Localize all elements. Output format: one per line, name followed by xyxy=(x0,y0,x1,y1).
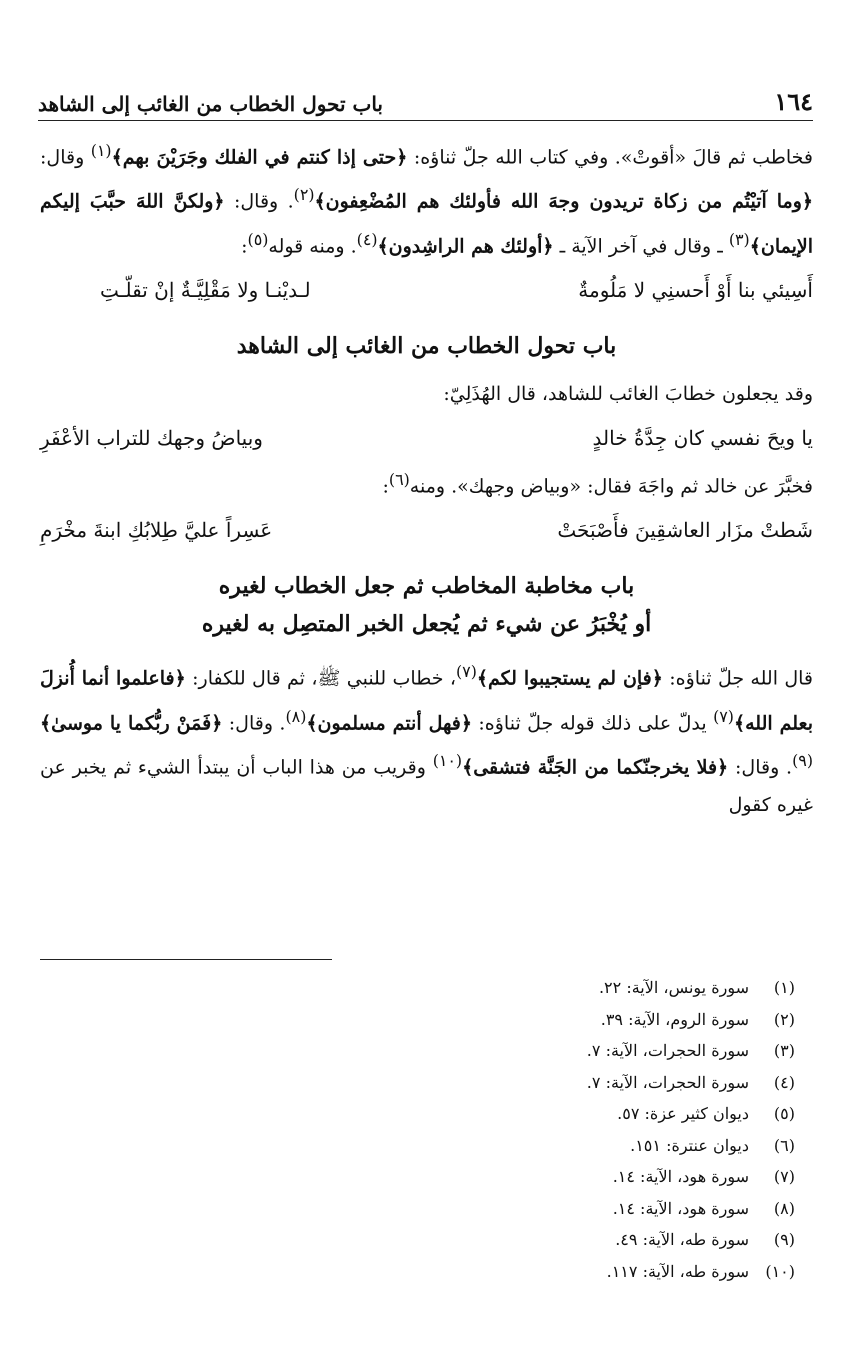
footnote-ref: (٥) xyxy=(247,229,269,249)
quran-quote: ﴿فإن لم يستجيبوا لكم﴾ xyxy=(476,667,663,690)
section-title-1: باب تحول الخطاب من الغائب إلى الشاهد xyxy=(236,332,617,359)
main-text xyxy=(40,132,813,824)
footnote-item: (٧) سورة هود، الآية: ١٤. xyxy=(612,1167,795,1186)
page-number: ١٦٤ xyxy=(774,87,813,116)
footnote-item: (٦) ديوان عنترة: ١٥١. xyxy=(630,1135,795,1155)
footnotes xyxy=(475,972,795,1287)
footnote-ref: (٨) xyxy=(285,706,307,726)
footnote-item: (١) سورة يونس، الآية: ٢٢. xyxy=(598,978,795,997)
poem-verse-2 xyxy=(40,413,813,461)
verse-second-hemistich: وبياضُ وجهك للتراب الأعْفَرِ xyxy=(40,425,263,450)
footnote-ref: (٦) xyxy=(388,469,410,489)
running-header xyxy=(38,82,813,121)
footnote-item: (٩) سورة طه، الآية: ٤٩. xyxy=(615,1230,795,1249)
section-title-line-2: أو يُخْبَرُ عن شيء ثم يُجعل الخبر المتصِل به لغيره xyxy=(201,611,652,638)
verse-first-hemistich: يا ويحَ نفسي كان جِدَّةُ خالدٍ xyxy=(592,425,813,450)
footnote-item: (٢) سورة الروم، الآية: ٣٩. xyxy=(600,1009,795,1029)
paragraph-1: فخاطب ثم قالَ «أقوتْ». وفي كتاب الله جلّ ثناؤه: ﴿حتى إذا كنتم في الفلك وجَرَيْنَ بهم﴾$^{(١)}$ وقال: ﴿وما آتيْتُم من زكاة تريدون وجهَ الله فأولئك هم المُضْعِفون﴾$^{(٢)}$. وقال: ﴿ولكنَّ اللهَ حبَّبَ إليكم الإيمان﴾$^{(٣)}$ ـ وقال في آخر الآية ـ ﴿أولئك هم الراشِدون﴾$^{(٤)}$. ومنه قوله$^{(٥)}$: xyxy=(40,141,814,257)
paragraph-3: فخبَّرَ عن خالد ثم واجَهَ فقال: «وبياض وجهك». ومنه$^{(٦)}$: xyxy=(382,469,813,498)
quran-quote: ﴿وما آتيْتُم من زكاة تريدون وجهَ الله فأولئك هم المُضْعِفون﴾ xyxy=(314,190,814,213)
footnote-item: (٥) ديوان كثير عزة: ٥٧. xyxy=(617,1104,795,1123)
verse-second-hemistich: عَسِراً عليَّ طِلابُكِ ابنةَ مخْرَمِ xyxy=(40,518,273,543)
quran-quote: ﴿فاعلموا أنما أُنزلَ بعلم الله﴾ xyxy=(40,667,814,734)
footnote-item: (٣) سورة الحجرات، الآية: ٧. xyxy=(586,1041,795,1060)
quran-quote: ﴿فهل أنتم مسلمون﴾ xyxy=(306,711,472,734)
paragraph-2: وقد يجعلون خطابَ الغائب للشاهد، قال الهُذَلِيّ: xyxy=(443,382,813,405)
section-title-line-1: باب مخاطبة المخاطب ثم جعل الخطاب لغيره xyxy=(218,573,635,600)
quran-quote: ﴿ولكنَّ اللهَ حبَّبَ إليكم الإيمان﴾ xyxy=(40,190,813,257)
poem-verse-1 xyxy=(40,265,813,313)
footnote-ref: (٩) xyxy=(792,750,813,770)
footnote-ref: (٢) xyxy=(293,185,315,205)
quran-quote: ﴿فَمَنْ ربُّكما يا موسىٰ﴾ xyxy=(40,711,223,734)
footnote-ref: (٤) xyxy=(356,229,378,249)
quran-quote: ﴿أولئك هم الراشِدون﴾ xyxy=(377,234,554,257)
footnote-divider xyxy=(40,959,332,960)
footnote-item: (١٠) سورة طه، الآية: ١١٧. xyxy=(606,1261,795,1281)
paragraph-4: قال الله جلّ ثناؤه: ﴿فإن لم يستجيبوا لكم﴾$^{(٧)}$، خطاب للنبي ﷺ، ثم قال للكفار: ﴿فاعلموا أنما أُنزلَ بعلم الله﴾$^{(٧)}$ يدلّ على ذلك قوله جلّ ثناؤه: ﴿فهل أنتم مسلمون﴾$^{(٨)}$. وقال: ﴿فَمَنْ ربُّكما يا موسىٰ﴾$^{(٩)}$. وقال: ﴿فلا يخرجنّكما من الجَنَّة فتشقى﴾$^{(١٠)}$ وقريب من هذا الباب أن يبتدأ الشيء ثم يخبر عن غيره كقول xyxy=(40,662,814,817)
footnote-ref: (٧) xyxy=(713,706,734,726)
footnote-ref: (٧) xyxy=(455,662,477,682)
footnote-item: (٨) سورة هود، الآية: ١٤. xyxy=(612,1198,795,1218)
section-title-2 xyxy=(40,567,813,643)
verse-first-hemistich: شَطتْ مزَار العاشقِينَ فأَصْبَحَتْ xyxy=(557,518,813,543)
footnote-ref: (١٠) xyxy=(432,750,463,770)
running-title: باب تحول الخطاب من الغائب إلى الشاهد xyxy=(38,92,383,116)
footnote-item: (٤) سورة الحجرات، الآية: ٧. xyxy=(586,1072,795,1092)
quran-quote: ﴿فلا يخرجنّكما من الجَنَّة فتشقى﴾ xyxy=(462,756,729,779)
footnote-ref: (٣) xyxy=(728,229,750,249)
poem-verse-3 xyxy=(40,505,813,553)
quran-quote: ﴿حتى إذا كنتم في الفلك وجَرَيْنَ بهم﴾ xyxy=(111,146,408,169)
verse-second-hemistich: لـديْنـا ولا مَقْلِيَّـةٌ إنْ تقلّـتِ xyxy=(100,277,311,302)
verse-first-hemistich: أَسِيئي بنا أَوْ أَحسنِي لا مَلُومةٌ xyxy=(578,277,813,302)
footnote-ref: (١) xyxy=(90,141,112,160)
